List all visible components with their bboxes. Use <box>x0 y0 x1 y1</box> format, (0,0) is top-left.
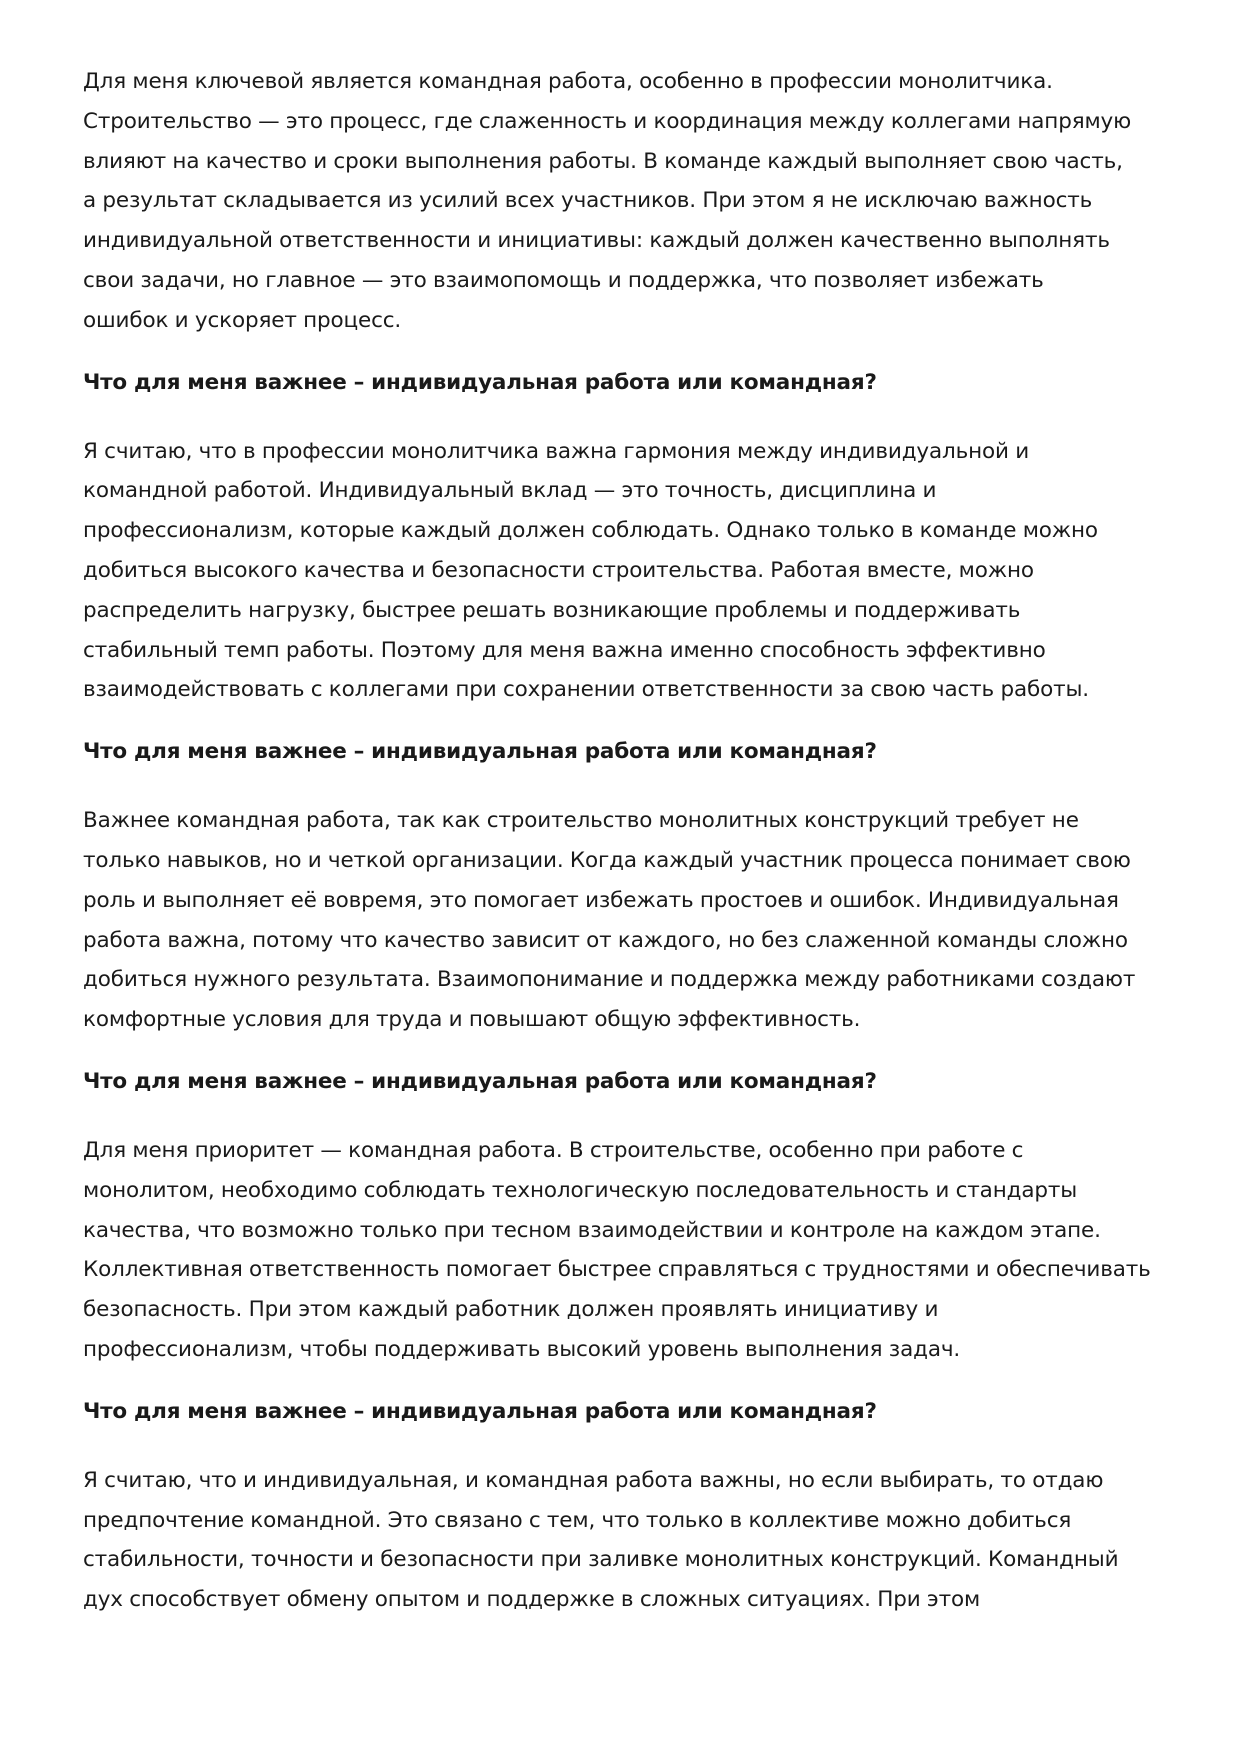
paragraph-line: Важнее командная работа, так как строительство монолитных конструкций требует не <box>83 808 1079 834</box>
paragraph-line: роль и выполняет её вовремя, это помогает избежать простоев и ошибок. Индивидуальная <box>83 887 1119 913</box>
paragraph-line: взаимодействовать с коллегами при сохранении ответственности за свою часть работы. <box>83 677 1089 703</box>
section-heading-2: Что для меня важнее – индивидуальная работа или командная? <box>83 739 877 765</box>
paragraph-line: дух способствует обмену опытом и поддержке в сложных ситуациях. При этом <box>83 1587 981 1613</box>
paragraph-line: Я считаю, что и индивидуальная, и командная работа важны, но если выбирать, то отдаю <box>83 1467 1104 1493</box>
paragraph-line: распределить нагрузку, быстрее решать возникающие проблемы и поддерживать <box>83 597 1021 623</box>
paragraph-line: а результат складывается из усилий всех участников. При этом я не исключаю важность <box>83 188 1093 214</box>
paragraph-line: Для меня ключевой является командная работа, особенно в профессии монолитчика. <box>83 69 1053 94</box>
paragraph-line: свои задачи, но главное — это взаимопомощь и поддержка, что позволяет избежать <box>83 267 1044 293</box>
paragraph-line: индивидуальной ответственности и инициативы: каждый должен качественно выполнять <box>83 228 1110 254</box>
paragraph-line: качества, что возможно только при тесном взаимодействии и контроле на каждом этапе. <box>83 1217 1101 1243</box>
document-page <box>83 62 1173 1620</box>
paragraph-line: стабильный темп работы. Поэтому для меня важна именно способность эффективно <box>83 637 1046 663</box>
paragraph-4 <box>83 1131 1173 1370</box>
section-heading-4: Что для меня важнее – индивидуальная работа или командная? <box>83 1398 877 1424</box>
paragraph-line: Я считаю, что в профессии монолитчика важна гармония между индивидуальной и <box>83 438 1030 464</box>
paragraph-line: добиться высокого качества и безопасности строительства. Работая вместе, можно <box>83 557 1034 583</box>
paragraph-line: стабильности, точности и безопасности при заливке монолитных конструкций. Командный <box>83 1547 1119 1573</box>
paragraph-line: ошибок и ускоряет процесс. <box>83 307 402 333</box>
paragraph-5 <box>83 1461 1173 1620</box>
paragraph-line: монолитом, необходимо соблюдать технологическую последовательность и стандарты <box>83 1177 1078 1203</box>
paragraph-line: комфортные условия для труда и повышают общую эффективность. <box>83 1007 861 1033</box>
paragraph-3 <box>83 801 1173 1040</box>
paragraph-line: Для меня приоритет — командная работа. В строительстве, особенно при работе с <box>83 1137 1024 1163</box>
paragraph-line: влияют на качество и сроки выполнения работы. В команде каждый выполняет свою часть, <box>83 148 1123 174</box>
paragraph-line: добиться нужного результата. Взаимопонимание и поддержка между работниками создают <box>83 967 1136 993</box>
document-body <box>83 62 1173 1620</box>
paragraph-line: работа важна, потому что качество зависит от каждого, но без слаженной команды сложно <box>83 927 1128 953</box>
paragraph-line: только навыков, но и четкой организации. Когда каждый участник процесса понимает свою <box>83 847 1131 873</box>
paragraph-1 <box>83 62 1173 341</box>
section-heading-3: Что для меня важнее – индивидуальная работа или командная? <box>83 1068 877 1094</box>
paragraph-line: командной работой. Индивидуальный вклад — это точность, дисциплина и <box>83 478 937 504</box>
paragraph-line: профессионализм, которые каждый должен соблюдать. Однако только в команде можно <box>83 518 1098 544</box>
paragraph-line: безопасность. При этом каждый работник должен проявлять инициативу и <box>83 1297 939 1323</box>
paragraph-line: Строительство — это процесс, где слаженность и координация между коллегами напрямую <box>83 108 1132 134</box>
paragraph-2 <box>83 432 1173 711</box>
paragraph-line: предпочтение командной. Это связано с тем, что только в коллективе можно добиться <box>83 1507 1072 1533</box>
section-heading-1: Что для меня важнее – индивидуальная работа или командная? <box>83 369 877 395</box>
paragraph-line: Коллективная ответственность помогает быстрее справляться с трудностями и обеспечивать <box>83 1257 1151 1283</box>
paragraph-line: профессионализм, чтобы поддерживать высокий уровень выполнения задач. <box>83 1336 961 1362</box>
